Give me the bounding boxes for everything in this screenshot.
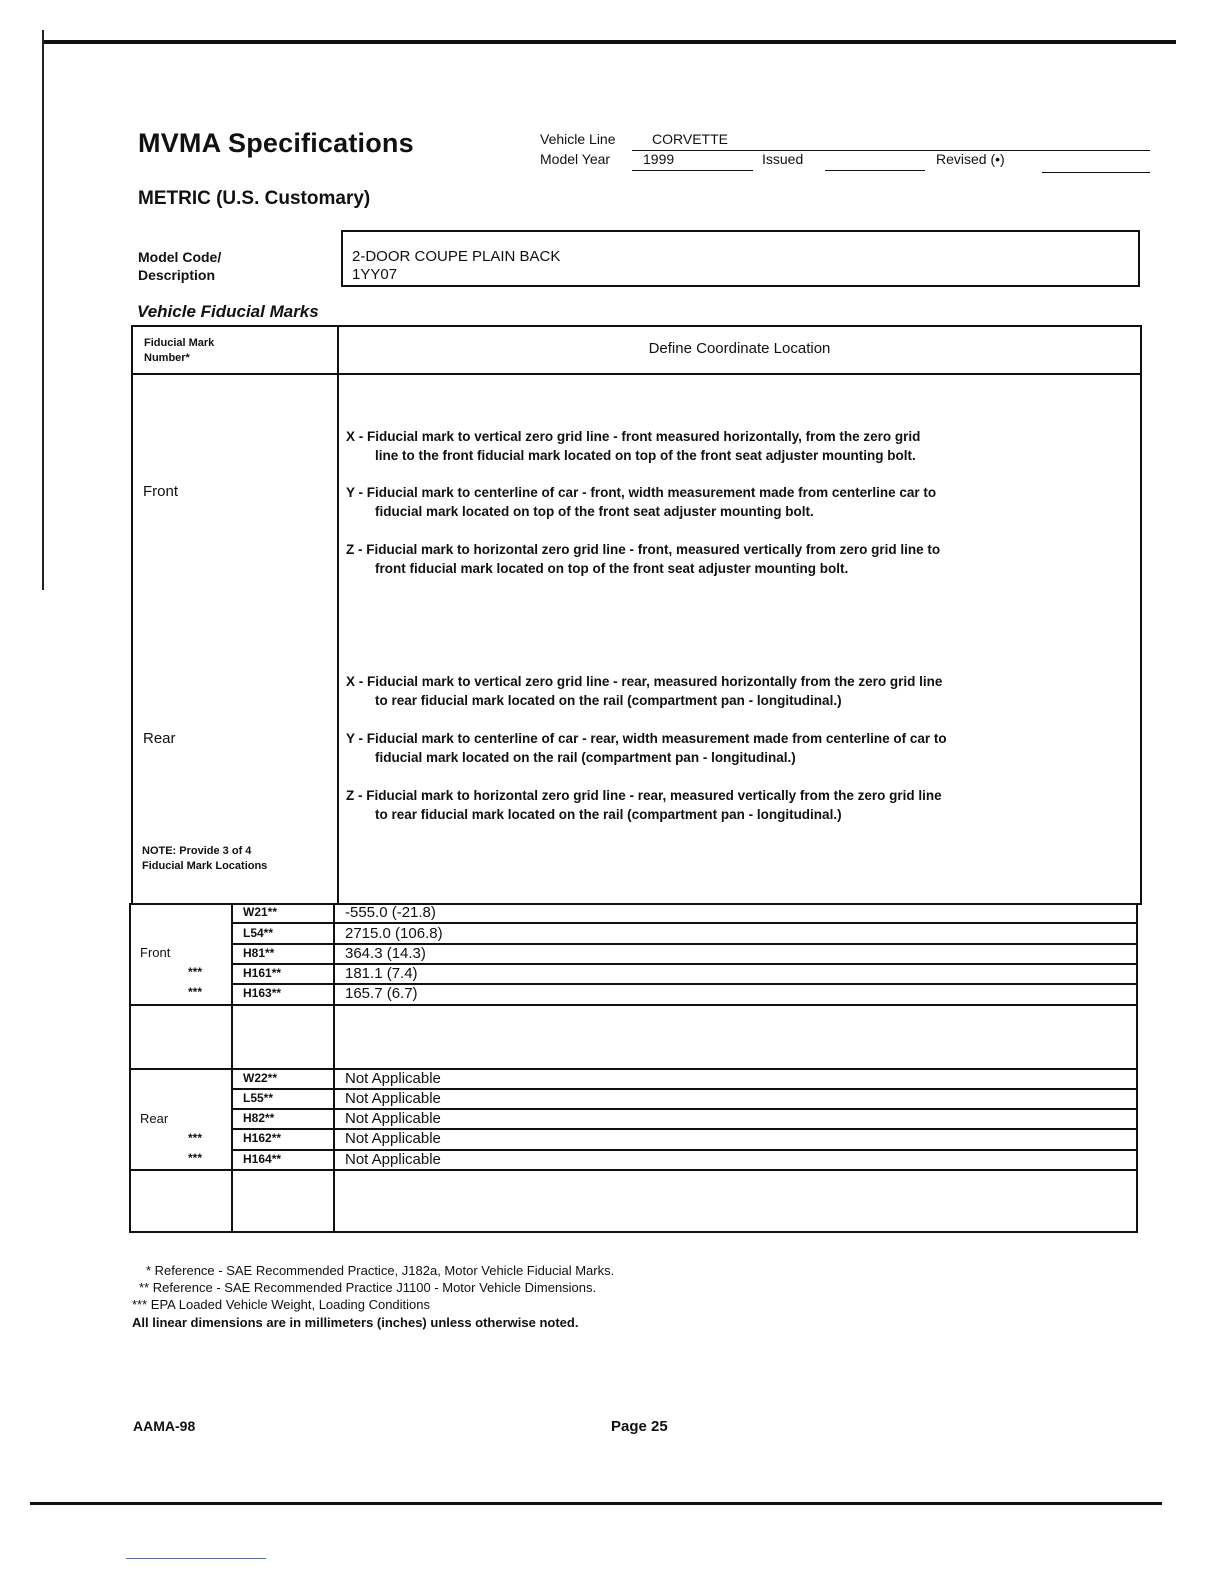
table-header-divider <box>131 373 1142 375</box>
front-dims-stars: *** <box>188 985 203 999</box>
model-code: 1YY07 <box>352 266 398 283</box>
footer-page-number: Page 25 <box>611 1418 668 1435</box>
front-dim-code: H161** <box>243 966 282 980</box>
model-year-value: 1999 <box>643 151 675 167</box>
row-label-front: Front <box>143 483 179 500</box>
front-z-description <box>346 540 1036 578</box>
front-dim-value: 364.3 (14.3) <box>345 945 426 962</box>
rear-dims-stars: *** <box>188 1151 203 1165</box>
model-code-label-line1: Model Code/ <box>138 249 222 265</box>
front-dim-code: L54** <box>243 926 274 940</box>
rear-z-line2: to rear fiducial mark located on the rail (compartment pan - longitudinal.) <box>375 807 842 822</box>
rear-dim-code: H82** <box>243 1111 275 1125</box>
rear-y-line1: Y - Fiducial mark to centerline of car - rear, width measurement made from centerline of car to <box>346 731 947 746</box>
row-label-rear: Rear <box>143 730 176 747</box>
footer-document-id: AAMA-98 <box>133 1418 196 1434</box>
left-border-rule <box>42 30 44 590</box>
section-title-fiducial-marks: Vehicle Fiducial Marks <box>137 302 319 321</box>
revised-underline <box>1042 172 1150 173</box>
rear-z-line1: Z - Fiducial mark to horizontal zero grid line - rear, measured vertically from the zero grid line <box>346 788 942 803</box>
front-z-line1: Z - Fiducial mark to horizontal zero grid line - front, measured vertically from zero grid line to <box>346 542 941 557</box>
rear-dim-code: L55** <box>243 1091 274 1105</box>
table-column-divider <box>337 325 339 905</box>
rear-z-description <box>346 786 1036 824</box>
vehicle-line-underline <box>632 150 1150 151</box>
footnote-2: ** Reference - SAE Recommended Practice J1100 - Motor Vehicle Dimensions. <box>139 1280 597 1295</box>
rear-dim-value: Not Applicable <box>345 1090 441 1107</box>
front-dims-stars: *** <box>188 965 203 979</box>
column-header-line1: Fiducial Mark <box>144 337 215 349</box>
rear-dim-value: Not Applicable <box>345 1070 441 1087</box>
page-subtitle: METRIC (U.S. Customary) <box>138 188 371 209</box>
vehicle-line-label: Vehicle Line <box>540 131 616 147</box>
front-dim-code: W21** <box>243 905 278 919</box>
front-dim-code: H81** <box>243 946 275 960</box>
top-border-rule <box>42 40 1176 44</box>
column-header-coordinate-location: Define Coordinate Location <box>648 340 831 357</box>
blue-underline <box>126 1558 266 1559</box>
rear-dims-group-label: Rear <box>140 1111 169 1126</box>
page-title: MVMA Specifications <box>138 128 414 158</box>
rear-dim-value: Not Applicable <box>345 1130 441 1147</box>
footnote-1: * Reference - SAE Recommended Practice, J182a, Motor Vehicle Fiducial Marks. <box>146 1263 615 1278</box>
rear-y-line2: fiducial mark located on the rail (compartment pan - longitudinal.) <box>375 750 796 765</box>
bottom-border-rule <box>30 1502 1162 1505</box>
note-line1: NOTE: Provide 3 of 4 <box>142 845 252 857</box>
rear-x-line1: X - Fiducial mark to vertical zero grid line - rear, measured horizontally from the zero grid line <box>346 674 943 689</box>
model-year-underline <box>632 170 753 171</box>
rear-x-description <box>346 672 1036 710</box>
footnote-3: *** EPA Loaded Vehicle Weight, Loading Conditions <box>132 1297 431 1312</box>
model-description: 2-DOOR COUPE PLAIN BACK <box>352 248 561 265</box>
rear-dims-stars: *** <box>188 1131 203 1145</box>
rear-dim-code: W22** <box>243 1071 278 1085</box>
revised-label: Revised (•) <box>936 151 1005 167</box>
model-code-label <box>138 248 221 284</box>
front-x-description <box>346 427 1036 465</box>
issued-underline <box>825 170 925 171</box>
front-dim-value: 181.1 (7.4) <box>345 965 418 982</box>
model-code-label-line2: Description <box>138 267 216 283</box>
model-year-label: Model Year <box>540 151 611 167</box>
vehicle-line-value: CORVETTE <box>652 131 728 147</box>
front-dim-value: 2715.0 (106.8) <box>345 925 443 942</box>
column-header-line2: Number* <box>144 352 190 364</box>
rear-dim-value: Not Applicable <box>345 1110 441 1127</box>
front-y-line1: Y - Fiducial mark to centerline of car - front, width measurement made from centerline car to <box>346 485 937 500</box>
front-x-line2: line to the front fiducial mark located on top of the front seat adjuster mounting bolt. <box>375 448 916 463</box>
front-dim-code: H163** <box>243 986 282 1000</box>
rear-x-line2: to rear fiducial mark located on the rail (compartment pan - longitudinal.) <box>375 693 842 708</box>
front-z-line2: front fiducial mark located on top of the front seat adjuster mounting bolt. <box>375 561 849 576</box>
front-dims-row-line <box>231 922 1138 924</box>
rear-dim-code: H164** <box>243 1152 282 1166</box>
front-dim-value: -555.0 (-21.8) <box>345 904 436 921</box>
front-dims-bottom-line <box>129 1004 1138 1006</box>
note-line2: Fiducial Mark Locations <box>142 860 268 872</box>
front-dim-value: 165.7 (6.7) <box>345 985 418 1002</box>
column-header-mark-number <box>144 336 214 366</box>
front-y-line2: fiducial mark located on top of the front seat adjuster mounting bolt. <box>375 504 814 519</box>
front-dims-col-divider-2 <box>333 903 335 1070</box>
rear-dim-value: Not Applicable <box>345 1151 441 1168</box>
footnote-units: All linear dimensions are in millimeters (inches) unless otherwise noted. <box>132 1315 579 1330</box>
rear-dim-code: H162** <box>243 1131 282 1145</box>
rear-y-description <box>346 729 1036 767</box>
fiducial-note <box>142 844 267 874</box>
front-dims-group-label: Front <box>140 945 171 960</box>
rear-dims-bottom-line <box>129 1169 1138 1171</box>
front-y-description <box>346 483 1036 521</box>
issued-label: Issued <box>762 151 804 167</box>
front-dims-col-divider-1 <box>231 903 233 1070</box>
front-x-line1: X - Fiducial mark to vertical zero grid line - front measured horizontally, from the zero grid <box>346 429 921 444</box>
